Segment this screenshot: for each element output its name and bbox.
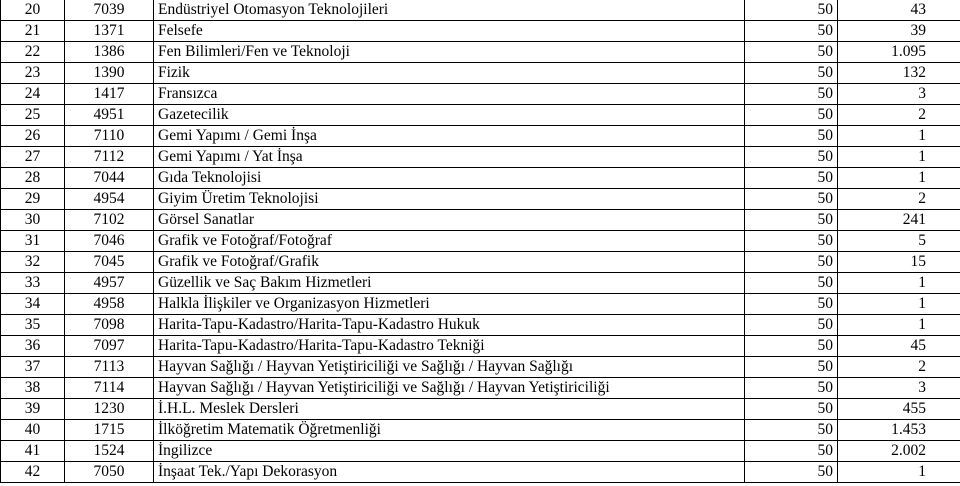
row-number: 23 [1, 63, 65, 84]
value-col-a: 50 [745, 21, 838, 42]
value-col-a: 50 [745, 84, 838, 105]
value-col-a: 50 [745, 252, 838, 273]
table-row [1, 21, 960, 42]
field-name: İlköğretim Matematik Öğretmenliği [154, 420, 745, 441]
table-row [1, 315, 960, 336]
row-number: 39 [1, 399, 65, 420]
table-row [1, 378, 960, 399]
row-number: 21 [1, 21, 65, 42]
row-number: 42 [1, 462, 65, 483]
field-name: İ.H.L. Meslek Dersleri [154, 399, 745, 420]
table-row [1, 168, 960, 189]
field-code: 7110 [65, 126, 154, 147]
value-col-b: 1 [838, 168, 960, 189]
row-number: 20 [1, 0, 65, 21]
field-code: 7050 [65, 462, 154, 483]
value-col-a: 50 [745, 441, 838, 462]
value-col-b: 2 [838, 189, 960, 210]
table-row [1, 231, 960, 252]
table-row [1, 420, 960, 441]
value-col-b: 455 [838, 399, 960, 420]
field-code: 1524 [65, 441, 154, 462]
field-name: Endüstriyel Otomasyon Teknolojileri [154, 0, 745, 21]
table-row [1, 126, 960, 147]
row-number: 22 [1, 42, 65, 63]
field-name: Grafik ve Fotoğraf/Fotoğraf [154, 231, 745, 252]
value-col-a: 50 [745, 231, 838, 252]
field-name: Gıda Teknolojisi [154, 168, 745, 189]
field-code: 1390 [65, 63, 154, 84]
field-name: Harita-Tapu-Kadastro/Harita-Tapu-Kadastro Hukuk [154, 315, 745, 336]
field-name: Gemi Yapımı / Gemi İnşa [154, 126, 745, 147]
field-code: 7097 [65, 336, 154, 357]
value-col-a: 50 [745, 357, 838, 378]
value-col-a: 50 [745, 168, 838, 189]
row-number: 27 [1, 147, 65, 168]
row-number: 38 [1, 378, 65, 399]
row-number: 29 [1, 189, 65, 210]
field-code: 7114 [65, 378, 154, 399]
value-col-b: 1 [838, 147, 960, 168]
field-name: Görsel Sanatlar [154, 210, 745, 231]
field-code: 7046 [65, 231, 154, 252]
table-row [1, 357, 960, 378]
value-col-b: 45 [838, 336, 960, 357]
value-col-b: 1 [838, 294, 960, 315]
value-col-a: 50 [745, 105, 838, 126]
value-col-b: 2 [838, 105, 960, 126]
field-code: 4951 [65, 105, 154, 126]
field-name: Güzellik ve Saç Bakım Hizmetleri [154, 273, 745, 294]
row-number: 31 [1, 231, 65, 252]
field-name: Giyim Üretim Teknolojisi [154, 189, 745, 210]
value-col-b: 15 [838, 252, 960, 273]
field-code: 4958 [65, 294, 154, 315]
value-col-a: 50 [745, 273, 838, 294]
table-row [1, 105, 960, 126]
field-name: Hayvan Sağlığı / Hayvan Yetiştiriciliği ve Sağlığı / Hayvan Yetiştiriciliği [154, 378, 745, 399]
table-row [1, 294, 960, 315]
field-code: 4954 [65, 189, 154, 210]
field-name: Fransızca [154, 84, 745, 105]
field-code: 1715 [65, 420, 154, 441]
field-code: 7098 [65, 315, 154, 336]
value-col-b: 2.002 [838, 441, 960, 462]
row-number: 35 [1, 315, 65, 336]
value-col-b: 132 [838, 63, 960, 84]
value-col-a: 50 [745, 462, 838, 483]
field-name: Fizik [154, 63, 745, 84]
table-row [1, 0, 960, 21]
field-name: Felsefe [154, 21, 745, 42]
value-col-a: 50 [745, 378, 838, 399]
table-row [1, 189, 960, 210]
table-row [1, 210, 960, 231]
row-number: 33 [1, 273, 65, 294]
field-code: 1230 [65, 399, 154, 420]
field-name: Hayvan Sağlığı / Hayvan Yetiştiriciliği ve Sağlığı / Hayvan Sağlığı [154, 357, 745, 378]
row-number: 41 [1, 441, 65, 462]
field-code: 1386 [65, 42, 154, 63]
value-col-a: 50 [745, 0, 838, 21]
row-number: 28 [1, 168, 65, 189]
table-row [1, 147, 960, 168]
row-number: 25 [1, 105, 65, 126]
field-name: Halkla İlişkiler ve Organizasyon Hizmetleri [154, 294, 745, 315]
value-col-a: 50 [745, 126, 838, 147]
value-col-b: 1.095 [838, 42, 960, 63]
field-code: 7045 [65, 252, 154, 273]
table-body [1, 0, 960, 483]
row-number: 36 [1, 336, 65, 357]
value-col-b: 3 [838, 378, 960, 399]
value-col-b: 1 [838, 126, 960, 147]
field-name: Harita-Tapu-Kadastro/Harita-Tapu-Kadastro Tekniği [154, 336, 745, 357]
value-col-b: 1.453 [838, 420, 960, 441]
value-col-b: 5 [838, 231, 960, 252]
value-col-a: 50 [745, 420, 838, 441]
field-name: Gemi Yapımı / Yat İnşa [154, 147, 745, 168]
value-col-b: 2 [838, 357, 960, 378]
field-code: 4957 [65, 273, 154, 294]
value-col-b: 1 [838, 462, 960, 483]
row-number: 34 [1, 294, 65, 315]
table-row [1, 84, 960, 105]
field-code: 7113 [65, 357, 154, 378]
value-col-a: 50 [745, 147, 838, 168]
value-col-b: 1 [838, 273, 960, 294]
table-row [1, 462, 960, 483]
field-code: 7102 [65, 210, 154, 231]
value-col-b: 43 [838, 0, 960, 21]
field-name: İnşaat Tek./Yapı Dekorasyon [154, 462, 745, 483]
table-row [1, 399, 960, 420]
value-col-a: 50 [745, 210, 838, 231]
row-number: 30 [1, 210, 65, 231]
value-col-a: 50 [745, 63, 838, 84]
field-name: Grafik ve Fotoğraf/Grafik [154, 252, 745, 273]
value-col-b: 39 [838, 21, 960, 42]
value-col-b: 1 [838, 315, 960, 336]
field-code: 7039 [65, 0, 154, 21]
field-code: 1417 [65, 84, 154, 105]
row-number: 24 [1, 84, 65, 105]
field-code: 7112 [65, 147, 154, 168]
value-col-a: 50 [745, 399, 838, 420]
table-row [1, 252, 960, 273]
value-col-a: 50 [745, 336, 838, 357]
value-col-b: 3 [838, 84, 960, 105]
field-code: 7044 [65, 168, 154, 189]
field-name: Fen Bilimleri/Fen ve Teknoloji [154, 42, 745, 63]
table-row [1, 441, 960, 462]
value-col-a: 50 [745, 315, 838, 336]
table-row [1, 42, 960, 63]
value-col-a: 50 [745, 294, 838, 315]
value-col-b: 241 [838, 210, 960, 231]
table-row [1, 336, 960, 357]
row-number: 40 [1, 420, 65, 441]
value-col-a: 50 [745, 189, 838, 210]
table-row [1, 273, 960, 294]
field-code: 1371 [65, 21, 154, 42]
table-row [1, 63, 960, 84]
row-number: 37 [1, 357, 65, 378]
field-name: İngilizce [154, 441, 745, 462]
value-col-a: 50 [745, 42, 838, 63]
field-name: Gazetecilik [154, 105, 745, 126]
row-number: 26 [1, 126, 65, 147]
row-number: 32 [1, 252, 65, 273]
